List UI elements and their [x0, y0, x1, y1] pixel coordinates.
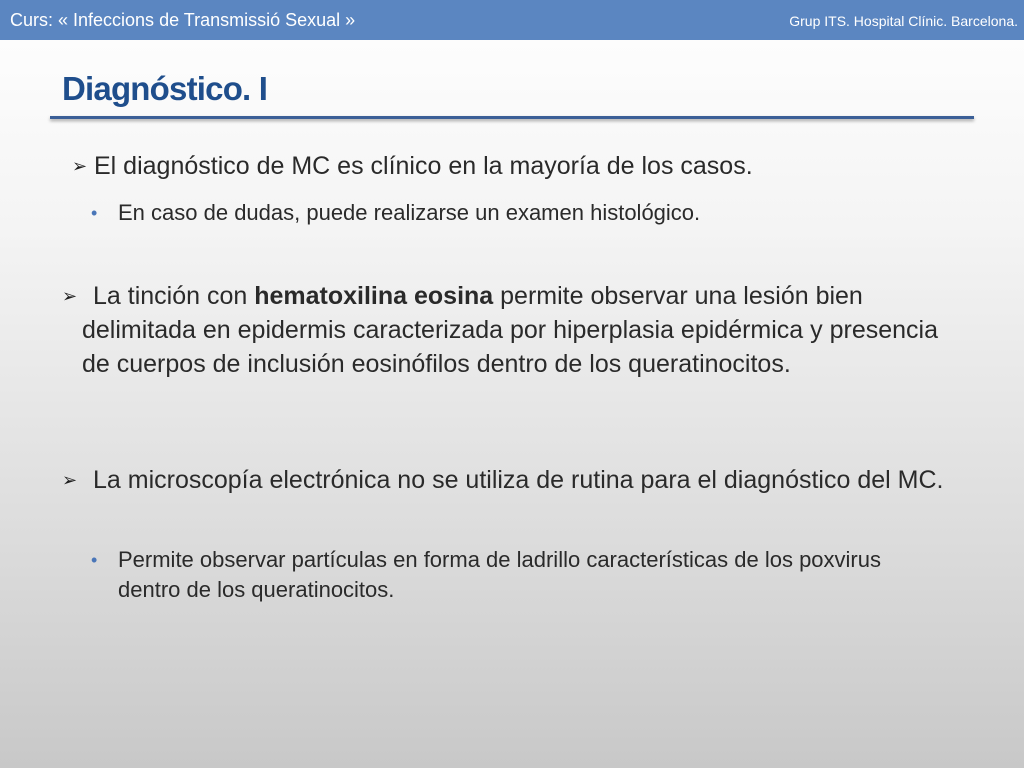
arrow-bullet-icon: ➢	[62, 470, 78, 490]
bullet-point-1-text: El diagnóstico de MC es clínico en la mayoría de los casos.	[94, 152, 753, 180]
bullet-point-2	[62, 279, 972, 381]
dot-bullet-icon: •	[91, 550, 98, 570]
bullet-point-1	[72, 149, 974, 183]
title-divider	[50, 116, 974, 119]
arrow-bullet-icon: ➢	[62, 286, 78, 306]
slide-title: Diagnóstico. I	[62, 70, 268, 107]
dot-bullet-icon: •	[91, 203, 98, 223]
header-bar	[0, 0, 1024, 40]
bullet-point-2-text-end: permite observar una lesión bien delimitada en epidermis caracterizada por hiperplasia epidérmica y presencia de cuerpos de inclusión eosinófilos dentro de los queratinocitos.	[82, 282, 938, 378]
sub-bullet-3-text: Permite observar partículas en forma de ladrillo características de los poxvirus dentro de los queratinocitos.	[118, 547, 881, 602]
course-title: Curs: « Infeccions de Transmissió Sexual »	[10, 10, 356, 30]
bullet-point-3	[62, 463, 972, 497]
arrow-bullet-icon: ➢	[72, 156, 88, 176]
sub-bullet-1-text: En caso de dudas, puede realizarse un examen histológico.	[118, 200, 701, 225]
bullet-point-2-bold: hematoxilina eosina	[254, 282, 494, 310]
bullet-point-3-text: La microscopía electrónica no se utiliza de rutina para el diagnóstico del MC.	[93, 466, 944, 494]
sub-bullet-3	[91, 545, 938, 605]
group-credit: Grup ITS. Hospital Clínic. Barcelona.	[789, 13, 1018, 29]
sub-bullet-1	[91, 198, 974, 228]
bullet-point-2-text-start: La tinción con	[93, 282, 255, 310]
